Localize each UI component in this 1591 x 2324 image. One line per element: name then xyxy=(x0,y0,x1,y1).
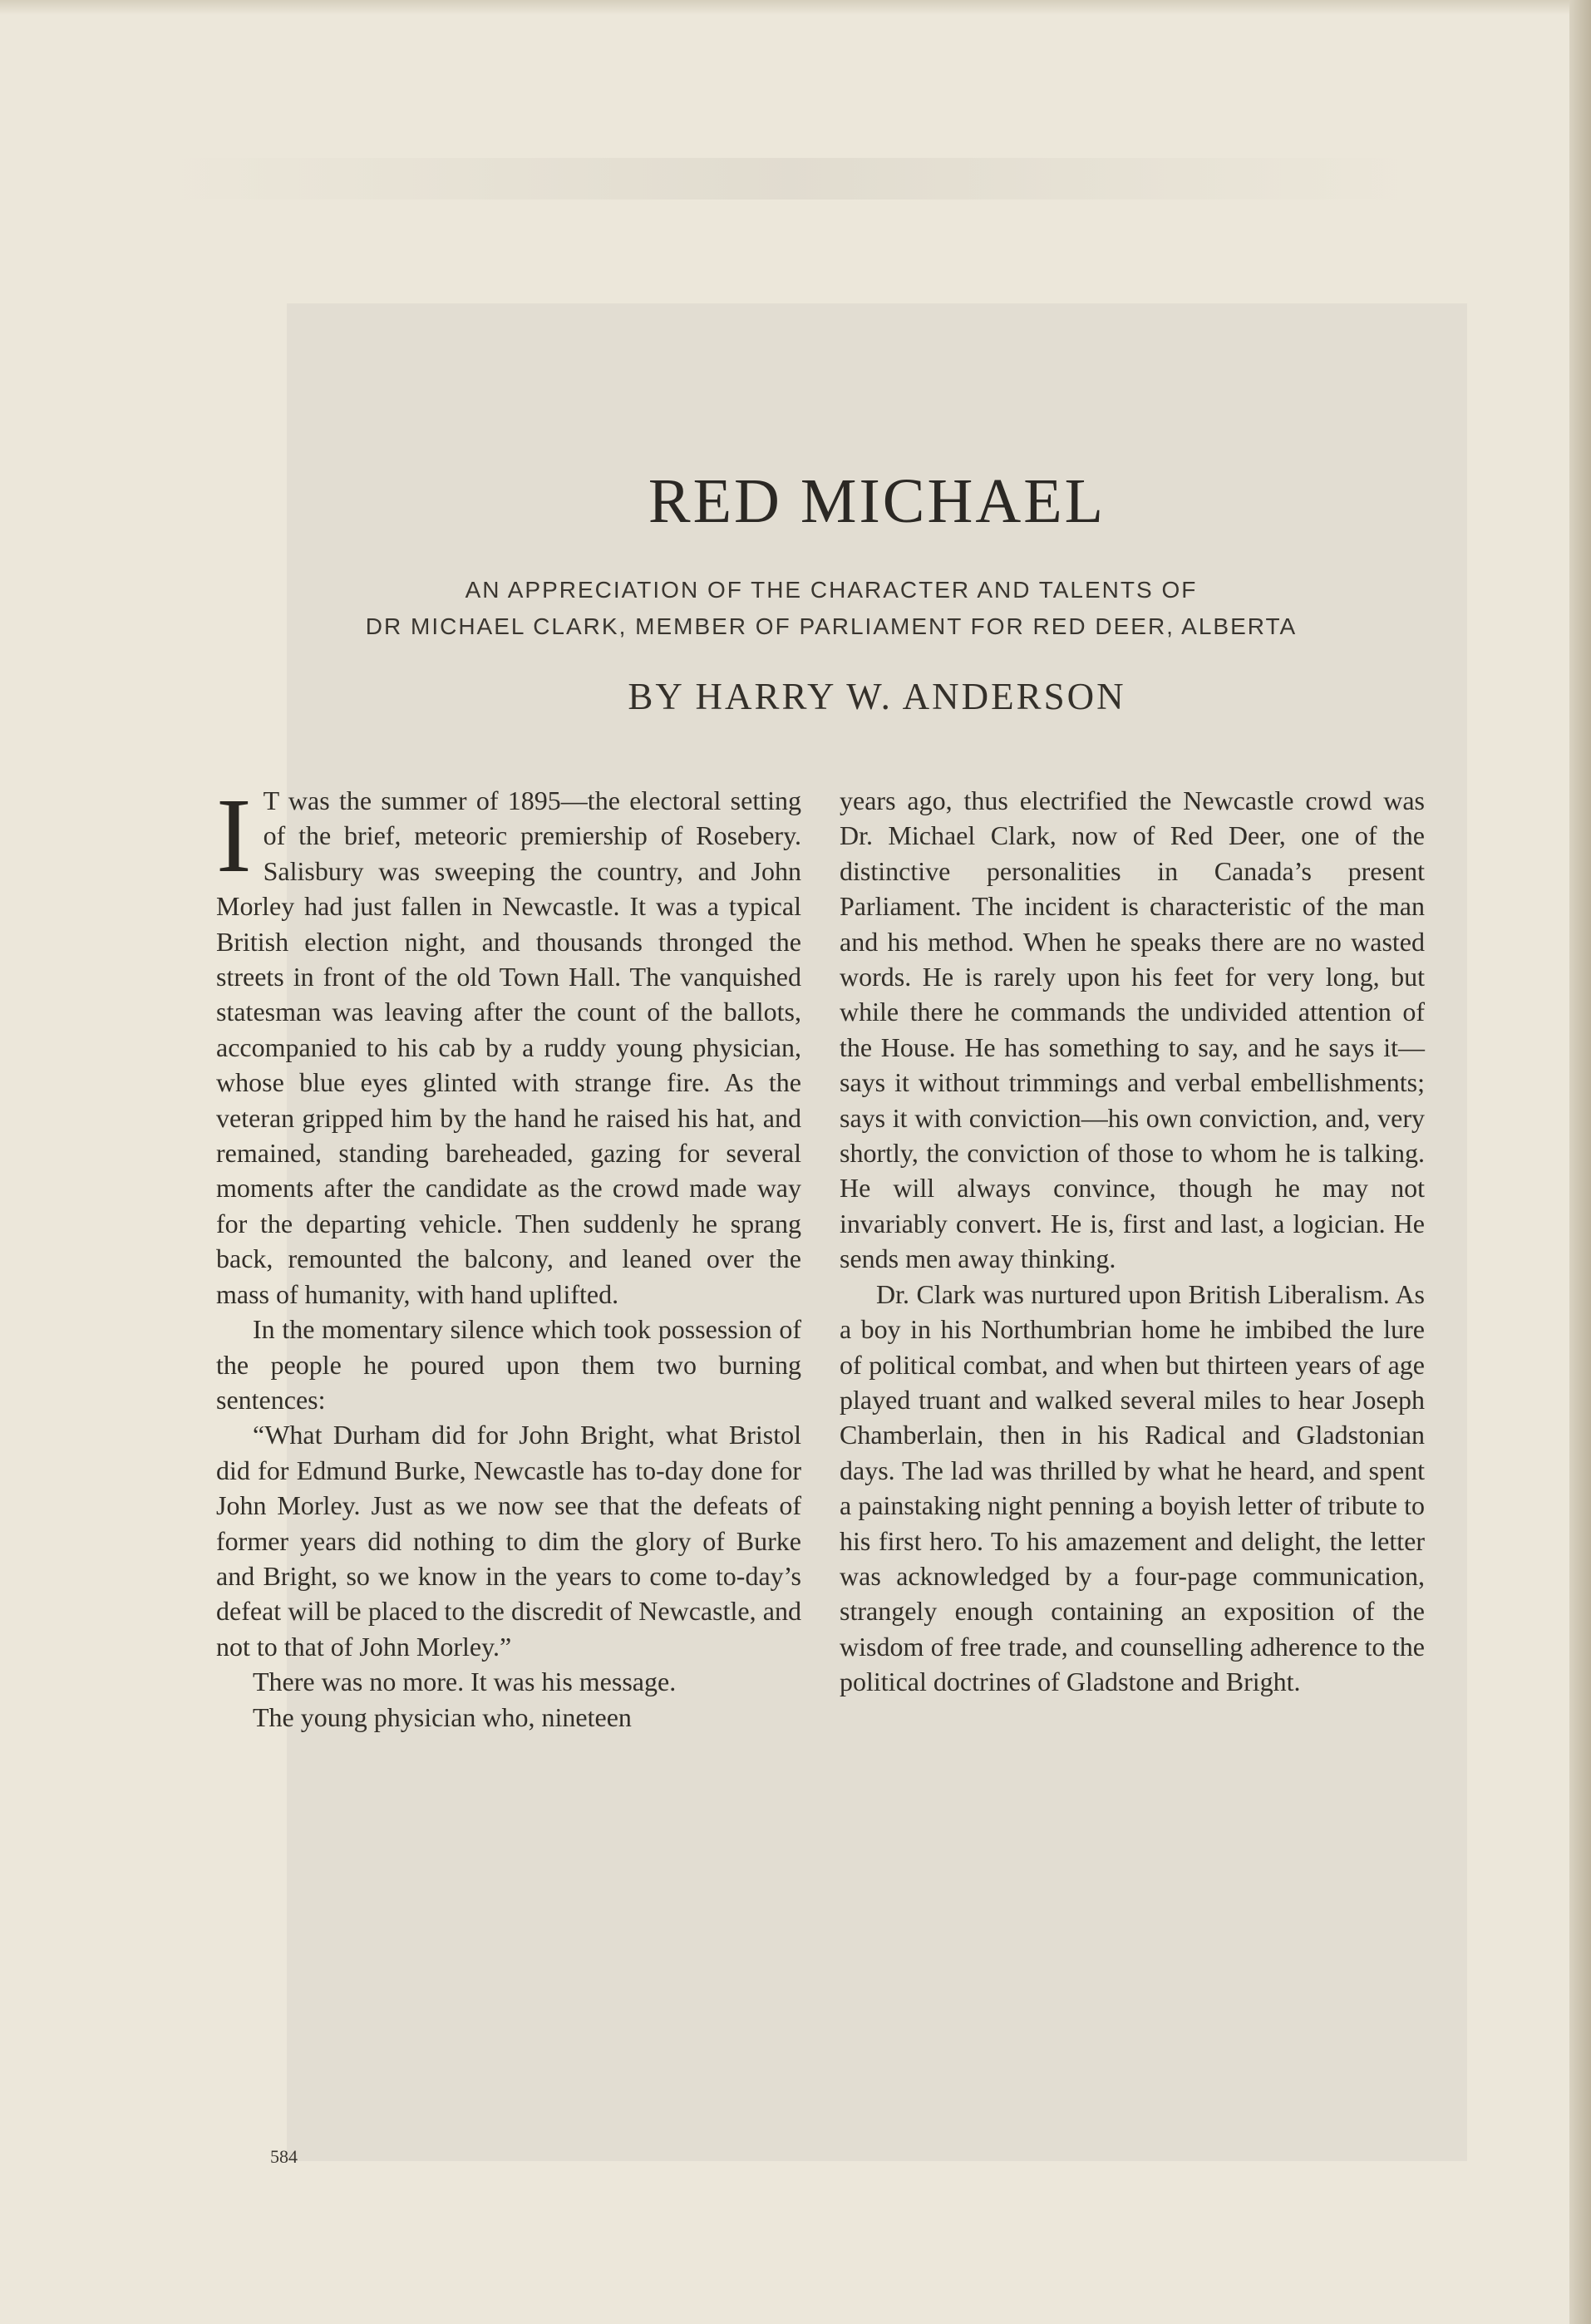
paragraph: In the momentary silence which took possession of the people he poured upon them two burning sentences: xyxy=(216,1314,801,1415)
page-edge xyxy=(1569,0,1591,2324)
paragraph xyxy=(216,776,801,1312)
page-number: 584 xyxy=(270,2146,298,2167)
paragraph: There was no more. It was his message. xyxy=(253,1667,677,1697)
show-through-header xyxy=(166,158,1413,199)
paragraph: Dr. Clark was nurtured upon British Liberalism. As a boy in his Northumbrian home he imbibed the lure of political combat, and when but thirteen years of age played truant and walked several miles to hear Joseph Chamberlain, then in his Radical and Gladstonian days. The lad was thrilled by what he heard, and spent a painstaking night penning a boyish letter of tribute to his first hero. To his amazement and delight, the letter was acknowledged by a four-page communication, strangely enough containing an exposition of the wisdom of free trade, and counselling adherence to the political doctrines of Gladstone and Bright. xyxy=(840,1278,1425,1697)
paragraph: The young physician who, nineteen xyxy=(253,1701,632,1732)
subtitle-line-1: AN APPRECIATION OF THE CHARACTER AND TALENTS OF xyxy=(465,577,1198,603)
article-byline: BY HARRY W. ANDERSON xyxy=(628,676,1126,717)
quotation-paragraph: “What Durham did for John Bright, what Bristol did for Edmund Burke, Newcastle has to-day done for John Morley. Just as we now see that the defeats of former years did nothing to dim the glory of Burke and Bright, so we know in the years to come to-day’s defeat will be placed to the discredit of Newcastle, and not to that of John Morley.” xyxy=(216,1420,801,1662)
subtitle-line-2: DR MICHAEL CLARK, MEMBER OF PARLIAMENT FOR RED DEER, ALBERTA xyxy=(365,613,1298,639)
page-top-shadow xyxy=(0,0,1591,15)
text-column-right xyxy=(840,783,1425,1700)
drop-cap: I xyxy=(216,776,252,894)
paragraph-text: T was the summer of 1895—the electoral setting of the brief, meteoric premiership of Rosebery. Salisbury was sweeping the country, and John Morley had just fallen in Newcastle. It was a typical British election night, and thousands thronged the streets in front of the old Town Hall. The vanquished statesman was leaving after the count of the ballots, accompanied to his cab by a ruddy young physician, whose blue eyes glinted with strange fire. As the veteran gripped him by the hand he raised his hat, and remained, standing bareheaded, gazing for several moments after the candidate as the crowd made way for the departing vehicle. Then suddenly he sprang back, remounted the balcony, and leaned over the mass of humanity, with hand uplifted. xyxy=(216,785,801,1309)
text-column-left xyxy=(216,776,801,1735)
paragraph: years ago, thus electrified the Newcastle crowd was Dr. Michael Clark, now of Red Deer, one of the distinctive personalities in Canada’s present Parliament. The incident is characteristic of the man and his method. When he speaks there are no wasted words. He is rarely upon his feet for very long, but while there he commands the undivided attention of the House. He has something to say, and he says it—says it without trimmings and verbal embellishments; says it with conviction—his own conviction, and, very shortly, the conviction of those to whom he is talking. He will always convince, though he may not invariably convert. He is, first and last, a logician. He sends men away thinking. xyxy=(840,785,1425,1274)
article-subtitle xyxy=(233,572,1430,645)
article-title: RED MICHAEL xyxy=(648,466,1106,536)
